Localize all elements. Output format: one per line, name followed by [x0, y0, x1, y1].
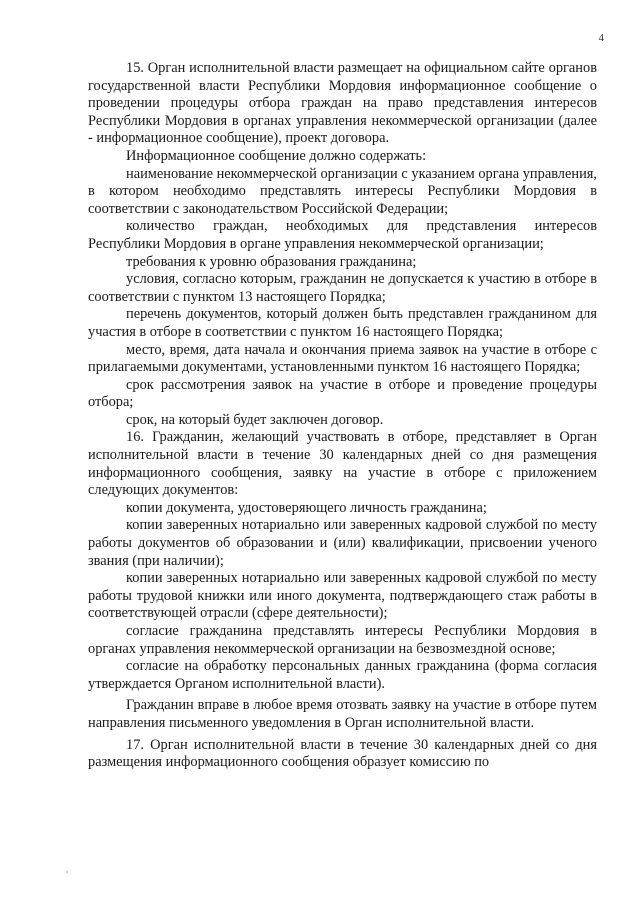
- paragraph-withdraw: Гражданин вправе в любое время отозвать заявку на участие в отборе путем направления письменного уведомления в Орган исполнительной власти.: [88, 697, 597, 731]
- list-item-review-term: срок рассмотрения заявок на участие в отборе и проведение процедуры отбора;: [88, 376, 597, 411]
- paragraph-15: 15. Орган исполнительной власти размещает на официальном сайте органов государственной власти Республики Мордовия информационное сообщение о проведении процедуры отбора граждан на право представления интересов Республики Мордовия в органах управления некоммерческой организации (далее - информационное сообщение), проект договора.: [88, 60, 597, 147]
- document-body: [88, 60, 597, 772]
- list-item-education: требования к уровню образования гражданина;: [126, 253, 417, 270]
- list-item-consent-data: согласие на обработку персональных данных гражданина (форма согласия утверждается Органом исполнительной власти).: [88, 658, 597, 692]
- paragraph-info-intro: Информационное сообщение должно содержать:: [126, 147, 427, 164]
- paragraph-17: 17. Орган исполнительной власти в течение 30 календарных дней со дня размещения информационного сообщения образует комиссию по: [88, 736, 597, 771]
- list-item-id-copy: копии документа, удостоверяющего личность гражданина;: [126, 499, 487, 516]
- list-item-contract-term: срок, на который будет заключен договор.: [126, 411, 384, 428]
- list-item-documents: перечень документов, который должен быть представлен гражданином для участия в отборе в соответствии с пунктом 16 настоящего Порядка;: [88, 306, 597, 340]
- list-item-education-copies: копии заверенных нотариально или заверенных кадровой службой по месту работы документов об образовании и (или) квалификации, присвоении ученого звания (при наличии);: [88, 517, 597, 569]
- page-number: 4: [598, 32, 604, 44]
- paragraph-16: 16. Гражданин, желающий участвовать в отборе, представляет в Орган исполнительной власти в течение 30 календарных дней со дня размещения информационного сообщения, заявку на участие в отборе с приложением следующих документов:: [88, 429, 597, 499]
- list-item-org-name: наименование некоммерческой организации с указанием органа управления, в котором необходимо представлять интересы Республики Мордовия в соответствии с законодательством Российской Федерации;: [88, 165, 597, 217]
- list-item-consent-represent: согласие гражданина представлять интересы Республики Мордовия в органах управления некоммерческой организации на безвозмездной основе;: [88, 623, 597, 657]
- list-item-conditions: условия, согласно которым, гражданин не допускается к участию в отборе в соответствии с пунктом 13 настоящего Порядка;: [88, 271, 597, 305]
- list-item-citizen-count: количество граждан, необходимых для представления интересов Республики Мордовия в органе управления некоммерческой организации;: [88, 218, 597, 252]
- list-item-work-record: копии заверенных нотариально или заверенных кадровой службой по месту работы трудовой книжки или иного документа, подтверждающего стаж работы в соответствующей отрасли (сфере деятельности);: [88, 570, 597, 622]
- list-item-place-time: место, время, дата начала и окончания приема заявок на участие в отборе с прилагаемыми документами, установленными пунктом 16 настоящего Порядка;: [88, 341, 597, 376]
- scan-mark: [66, 871, 68, 873]
